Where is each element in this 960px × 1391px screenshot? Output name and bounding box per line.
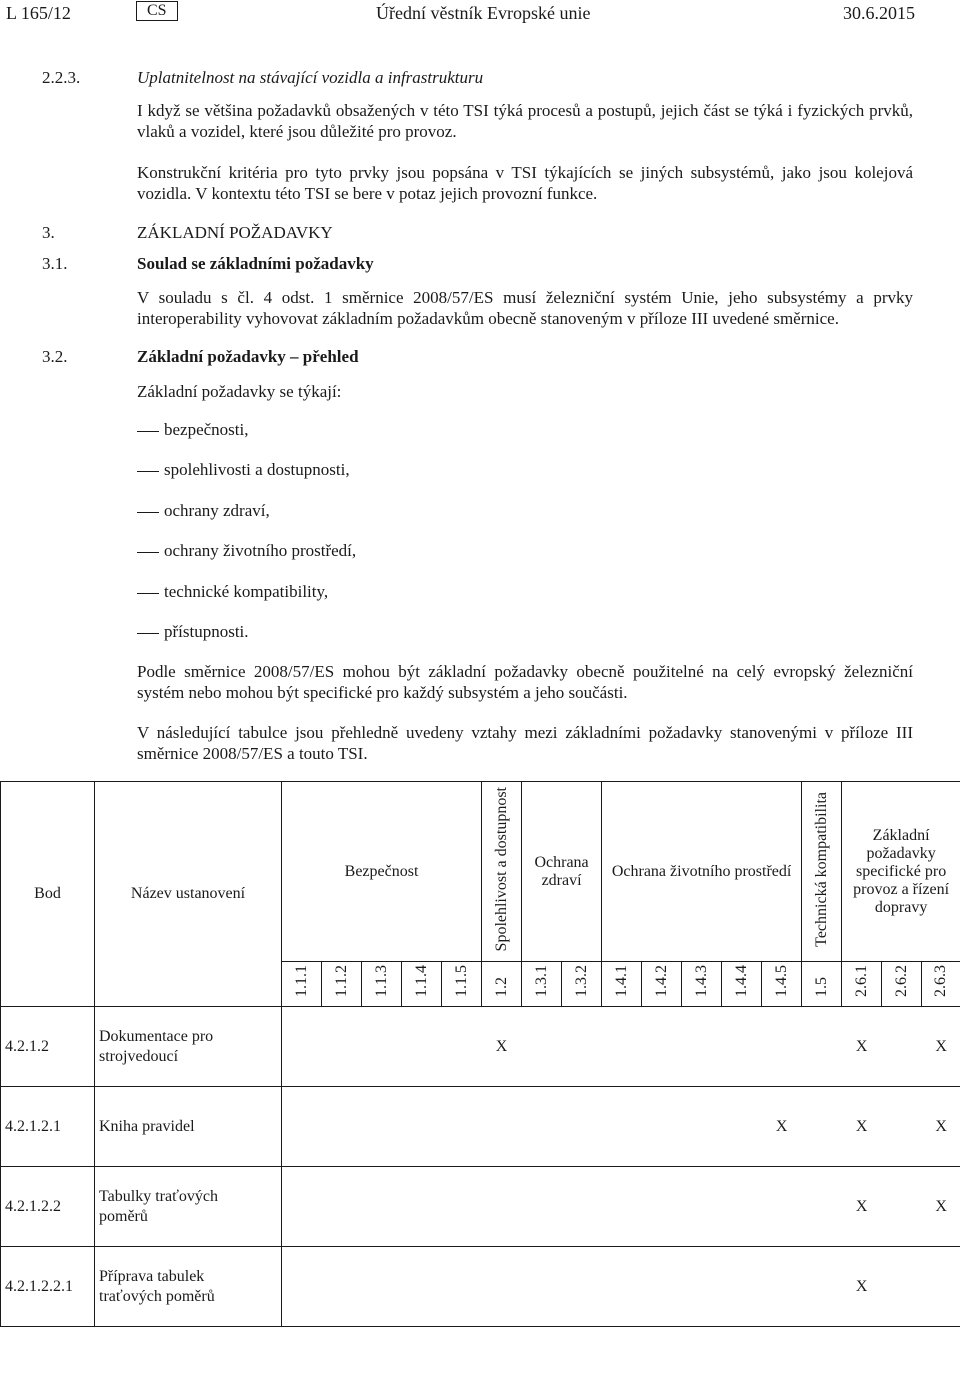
list-item: bezpečnosti, [137, 420, 249, 440]
requirement-code: 1.1.2 [322, 962, 362, 1007]
row-mark: X [922, 1007, 960, 1087]
row-mark [282, 1007, 322, 1087]
row-mark [522, 1087, 562, 1167]
row-mark [642, 1087, 682, 1167]
row-mark [282, 1247, 322, 1327]
row-mark [482, 1167, 522, 1247]
row-mark [442, 1087, 482, 1167]
row-mark [682, 1007, 722, 1087]
row-mark [362, 1007, 402, 1087]
list-item: přístupnosti. [137, 622, 249, 642]
row-mark [722, 1007, 762, 1087]
list-item: ochrany zdraví, [137, 501, 270, 521]
header-bezpecnost: Bezpečnost [282, 782, 482, 962]
requirement-code: 1.4.4 [722, 962, 762, 1007]
row-mark [722, 1087, 762, 1167]
requirement-code: 2.6.3 [922, 962, 960, 1007]
row-mark [402, 1087, 442, 1167]
requirement-code: 1.3.2 [562, 962, 602, 1007]
row-mark: X [842, 1167, 882, 1247]
row-mark [762, 1007, 802, 1087]
table-row [1, 1007, 960, 1087]
requirement-code: 1.4.3 [682, 962, 722, 1007]
row-mark [762, 1167, 802, 1247]
row-mark [882, 1247, 922, 1327]
section-title-3-2: Základní požadavky – přehled [137, 347, 359, 366]
row-mark [722, 1167, 762, 1247]
row-nazev: Dokumentace pro strojvedoucí [95, 1007, 282, 1087]
header-spolehlivost: Spolehlivost a dostupnost [482, 782, 522, 962]
section-number-3-1: 3.1. [42, 254, 68, 273]
row-mark [562, 1007, 602, 1087]
table-row [1, 1167, 960, 1247]
row-mark [602, 1087, 642, 1167]
row-mark [282, 1167, 322, 1247]
row-mark [362, 1087, 402, 1167]
row-mark [802, 1007, 842, 1087]
section-number-3: 3. [42, 223, 55, 242]
row-mark [602, 1167, 642, 1247]
row-mark [402, 1167, 442, 1247]
row-mark [322, 1247, 362, 1327]
row-mark [562, 1167, 602, 1247]
paragraph: Konstrukční kritéria pro tyto prvky jsou popsána v TSI týkajících se jiných subsystémů, jako jsou kolejová vozidla. V kontextu této TSI se bere v potaz jejich provozní funkce. [137, 163, 913, 203]
row-mark [802, 1167, 842, 1247]
row-mark [882, 1167, 922, 1247]
row-mark [362, 1247, 402, 1327]
paragraph: I když se většina požadavků obsažených v této TSI týká procesů a postupů, jejich část se týká i fyzických prvků, vlaků a vozidel, které jsou důležité pro provoz. [137, 101, 913, 141]
row-mark [522, 1007, 562, 1087]
row-mark [722, 1247, 762, 1327]
requirement-code: 1.1.3 [362, 962, 402, 1007]
row-mark [682, 1247, 722, 1327]
row-mark: X [842, 1087, 882, 1167]
language-badge: CS [136, 1, 178, 21]
paragraph: V souladu s čl. 4 odst. 1 směrnice 2008/57/ES musí železniční systém Unie, jeho subsystémy a prvky interoperability vyhovovat základním požadavkům obecně stanoveným v příloze III uvedené směrnice. [137, 288, 913, 328]
section-number-2-2-3: 2.2.3. [42, 68, 81, 87]
row-mark [922, 1247, 960, 1327]
requirement-code: 1.4.1 [602, 962, 642, 1007]
requirement-code: 1.4.2 [642, 962, 682, 1007]
row-mark [442, 1247, 482, 1327]
row-bod: 4.2.1.2.2 [1, 1167, 95, 1247]
page-header [0, 0, 960, 32]
row-mark [882, 1087, 922, 1167]
requirement-code: 2.6.2 [882, 962, 922, 1007]
row-mark [322, 1007, 362, 1087]
row-mark [682, 1087, 722, 1167]
row-mark [402, 1007, 442, 1087]
row-mark [522, 1167, 562, 1247]
row-mark [282, 1087, 322, 1167]
publication-date: 30.6.2015 [843, 3, 915, 23]
requirement-code: 1.1.1 [282, 962, 322, 1007]
requirement-code: 2.6.1 [842, 962, 882, 1007]
row-mark [562, 1087, 602, 1167]
row-mark [642, 1167, 682, 1247]
requirement-code: 1.3.1 [522, 962, 562, 1007]
list-item: spolehlivosti a dostupnosti, [137, 460, 350, 480]
row-nazev: Kniha pravidel [95, 1087, 282, 1167]
row-mark [602, 1247, 642, 1327]
row-bod: 4.2.1.2 [1, 1007, 95, 1087]
row-mark [402, 1247, 442, 1327]
row-mark: X [922, 1167, 960, 1247]
section-title-2-2-3: Uplatnitelnost na stávající vozidla a infrastrukturu [137, 68, 484, 87]
list-intro: Základní požadavky se týkají: [137, 382, 342, 401]
row-mark [642, 1247, 682, 1327]
section-number-3-2: 3.2. [42, 347, 68, 366]
header-ochrana-zdravi: Ochrana zdraví [522, 782, 602, 962]
row-mark [802, 1087, 842, 1167]
row-bod: 4.2.1.2.1 [1, 1087, 95, 1167]
row-mark: X [842, 1247, 882, 1327]
row-mark: X [842, 1007, 882, 1087]
journal-reference: L 165/12 [6, 3, 71, 23]
row-mark [522, 1247, 562, 1327]
row-mark [762, 1247, 802, 1327]
header-bod: Bod [1, 782, 95, 1007]
row-mark [482, 1087, 522, 1167]
list-item: technické kompatibility, [137, 582, 328, 602]
row-mark [322, 1167, 362, 1247]
row-mark [482, 1247, 522, 1327]
requirement-code: 1.1.5 [442, 962, 482, 1007]
section-title-3-1: Soulad se základními požadavky [137, 254, 374, 273]
row-mark [602, 1007, 642, 1087]
row-nazev: Příprava tabulek traťových poměrů [95, 1247, 282, 1327]
row-nazev: Tabulky traťových poměrů [95, 1167, 282, 1247]
journal-title: Úřední věstník Evropské unie [376, 3, 591, 23]
row-mark [442, 1167, 482, 1247]
header-nazev: Název ustanovení [95, 782, 282, 1007]
row-mark: X [762, 1087, 802, 1167]
header-technicka-kompatibilita: Technická kompatibilita [802, 782, 842, 962]
row-mark [642, 1007, 682, 1087]
row-mark: X [922, 1087, 960, 1167]
row-mark [882, 1007, 922, 1087]
paragraph: V následující tabulce jsou přehledně uvedeny vztahy mezi základními požadavky stanovenými v příloze III směrnice 2008/57/ES a touto TSI. [137, 723, 913, 763]
paragraph: Podle směrnice 2008/57/ES mohou být základní požadavky obecně použitelné na celý evropský železniční systém nebo mohou být specifické pro každý subsystém a jeho součásti. [137, 662, 913, 702]
table-row [1, 1087, 960, 1167]
row-mark [322, 1087, 362, 1167]
requirement-code: 1.4.5 [762, 962, 802, 1007]
row-mark [442, 1007, 482, 1087]
header-zakladni-pozadavky: Základní požadavky specifické pro provoz a řízení dopravy [842, 782, 960, 962]
requirement-code: 1.1.4 [402, 962, 442, 1007]
requirement-code: 1.5 [802, 962, 842, 1007]
row-bod: 4.2.1.2.2.1 [1, 1247, 95, 1327]
row-mark [682, 1167, 722, 1247]
section-title-3: ZÁKLADNÍ POŽADAVKY [137, 223, 333, 242]
row-mark [802, 1247, 842, 1327]
requirements-table [0, 781, 960, 1327]
header-zivotni-prostredi: Ochrana životního prostředí [602, 782, 802, 962]
row-mark: X [482, 1007, 522, 1087]
list-item: ochrany životního prostředí, [137, 541, 356, 561]
table-row [1, 1247, 960, 1327]
row-mark [362, 1167, 402, 1247]
row-mark [562, 1247, 602, 1327]
requirement-code: 1.2 [482, 962, 522, 1007]
